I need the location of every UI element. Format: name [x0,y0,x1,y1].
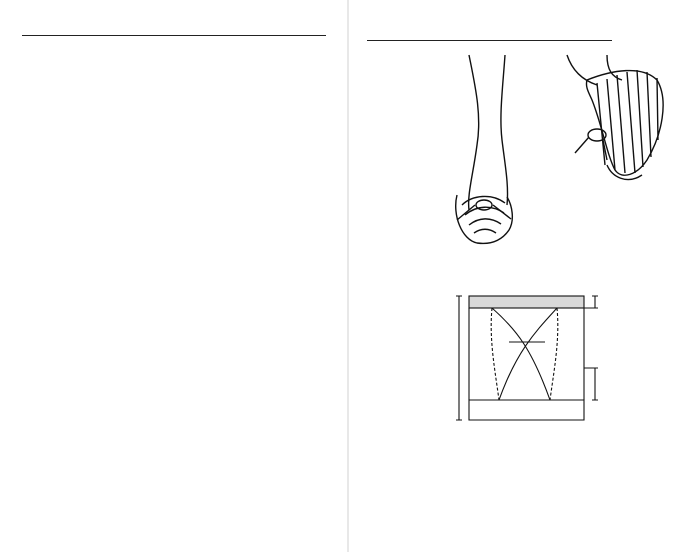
figure-163-pattern-diagram [447,290,617,430]
left-page [0,0,346,552]
figure-162-slippers-illustration [447,45,677,250]
book-spine [347,0,349,552]
right-page [352,0,699,552]
header-rule-right [367,40,612,41]
header-rule [22,35,326,36]
